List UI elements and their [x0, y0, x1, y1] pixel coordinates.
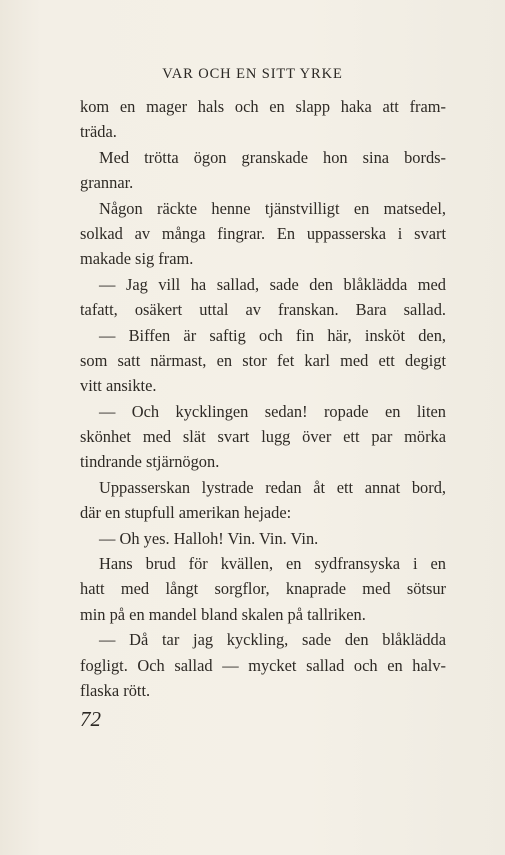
text-line: vitt ansikte.	[80, 376, 157, 396]
text-line: fogligt. Och sallad — mycket sallad och en halv-	[80, 655, 446, 675]
text-line: Uppasserskan lystrade redan åt ett annat bord,	[99, 477, 446, 497]
text-line: grannar.	[80, 173, 134, 193]
text-line: kom en mager hals och en slapp haka att fram-	[80, 97, 446, 116]
text-line: flaska rött.	[80, 680, 151, 700]
text-line: som satt närmast, en stor fet karl med ett degigt	[80, 350, 446, 370]
text-line: Någon räckte henne tjänstvilligt en matsedel,	[99, 198, 446, 218]
text-line: — Biffen är saftig och fin här, insköt den,	[99, 325, 446, 345]
text-line: tindrande stjärnögon.	[80, 452, 220, 472]
text-line: — Och kycklingen sedan! ropade en liten	[99, 401, 446, 421]
text-line: Hans brud för kvällen, en sydfransyska i en	[99, 554, 446, 574]
page-number: 72	[80, 707, 101, 731]
text-line: hatt med långt sorgflor, knaprade med sötsur	[80, 579, 446, 599]
text-line: tafatt, osäkert uttal av franskan. Bara sallad.	[80, 300, 446, 320]
text-line: där en stupfull amerikan hejade:	[80, 503, 292, 523]
text-line: — Då tar jag kyckling, sade den blåklädda	[99, 630, 446, 650]
body-text	[80, 94, 446, 703]
text-line: makade sig fram.	[80, 249, 194, 269]
text-line: solkad av många fingrar. En uppasserska i svart	[80, 223, 446, 243]
text-line: Med trötta ögon granskade hon sina bords-	[99, 147, 446, 167]
text-line: träda.	[80, 122, 117, 142]
text-line: min på en mandel bland skalen på tallriken.	[80, 604, 366, 624]
text-line: — Oh yes. Halloh! Vin. Vin. Vin.	[99, 528, 319, 548]
text-line: — Jag vill ha sallad, sade den blåklädda med	[99, 274, 446, 294]
running-head: VAR OCH EN SITT YRKE	[162, 66, 343, 82]
text-line: skönhet med slät svart lugg över ett par mörka	[80, 427, 446, 447]
